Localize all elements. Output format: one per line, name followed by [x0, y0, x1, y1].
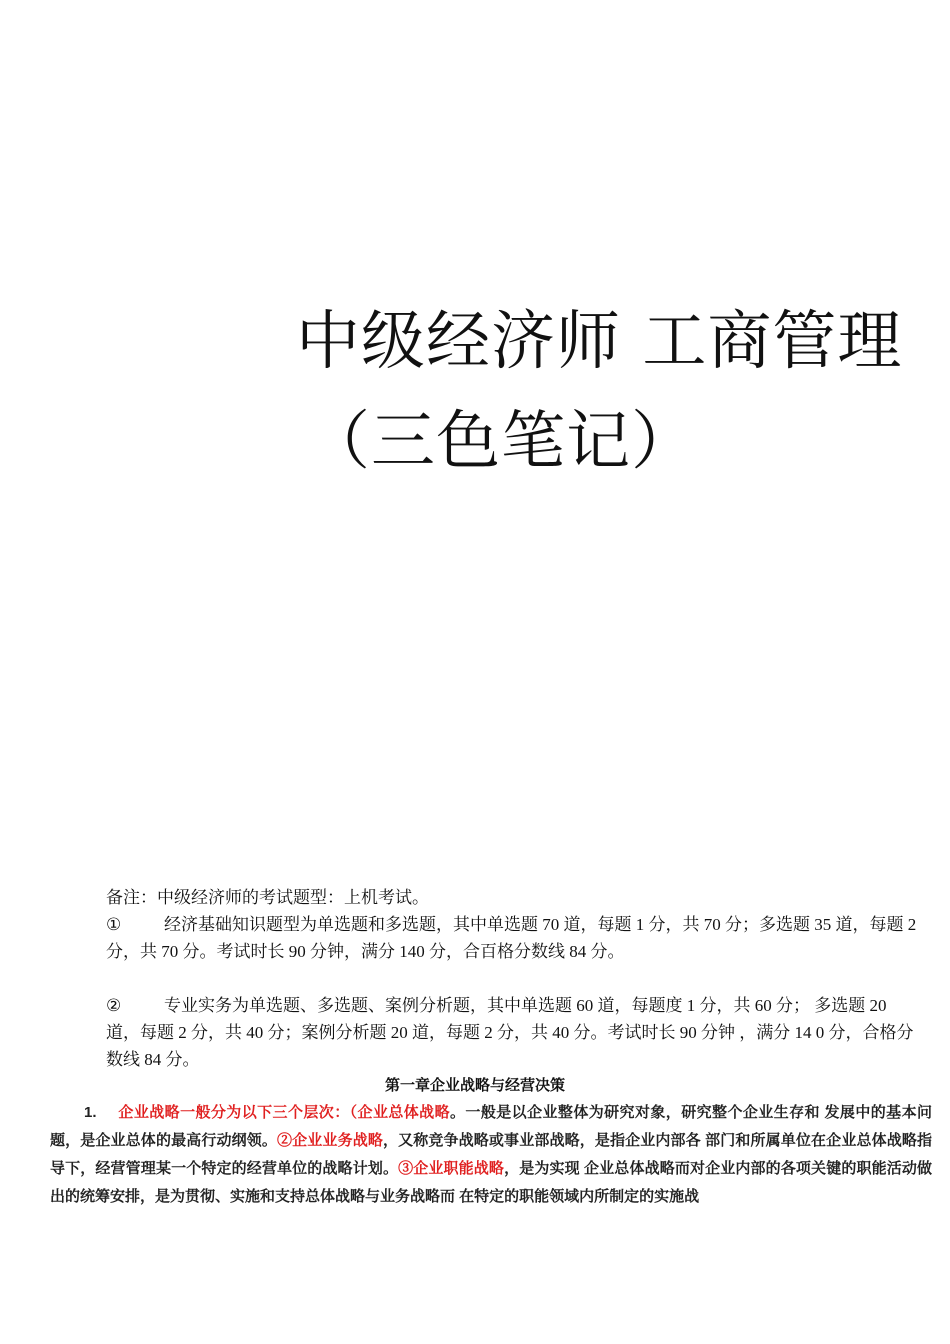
- notes-item-1-text: 经济基础知识题型为单选题和多选题，其中单选题 70 道，每题 1 分，共 70 分；多选题 35 道，每题 2 分，共 70 分。考试时长 90 分钟，满分 140 分，合百格分数线 84 分。: [106, 915, 917, 961]
- paragraph-number: 1.: [84, 1104, 97, 1121]
- document-title-line1: 中级经济师 工商管理: [296, 305, 903, 379]
- notes-item-1-marker: ①: [106, 915, 122, 934]
- notes-spacer: [106, 965, 918, 992]
- paragraph-text-2: ，又称竞争战略或事业部战略，是指企业内部各 部门和所属单位在企业总体战略指导下，经营管理某一个特定的经营单位的战略计划。: [50, 1132, 932, 1177]
- chapter-paragraph: [50, 1099, 932, 1211]
- notes-item-2: [106, 992, 918, 1073]
- highlight-red-1: 企业战略一般分为以下三个层次：（企业总体战略: [118, 1104, 451, 1121]
- exam-notes: [106, 884, 918, 1073]
- highlight-red-3: ③企业职能战略: [398, 1160, 505, 1177]
- notes-heading: 备注：中级经济师的考试题型：上机考试。: [106, 888, 429, 907]
- paragraph-text-3: ，是为实现 企业总体战略而对企业内部的各项关键的职能活动做出的统筹安排，是为贯彻、实施和支持总体战略与业务战略而 在特定的职能领域内所制定的实施战: [50, 1160, 932, 1205]
- paragraph-text-1: 。一般是以企业整体为研究对象，研究整个企业生存和 发展中的基本问题，是企业总体的最高行动纲领。: [50, 1104, 932, 1149]
- document-title-line2: （三色笔记）: [306, 405, 696, 479]
- highlight-red-2: ②企业业务战略: [277, 1132, 383, 1149]
- chapter-title: 第一章企业战略与经营决策: [384, 1077, 565, 1094]
- notes-item-2-marker: ②: [106, 996, 122, 1015]
- notes-item-1: [106, 911, 918, 965]
- notes-item-2-text: 专业实务为单选题、多选题、案例分析题，其中单选题 60 道，每题度 1 分，共 60 分； 多选题 20 道，每题 2 分，共 40 分；案例分析题 20 道，每题 2 分，共 40 分。考试时长 90 分钟 ，满分 14 0 分，合格分数线 84 分。: [106, 996, 914, 1069]
